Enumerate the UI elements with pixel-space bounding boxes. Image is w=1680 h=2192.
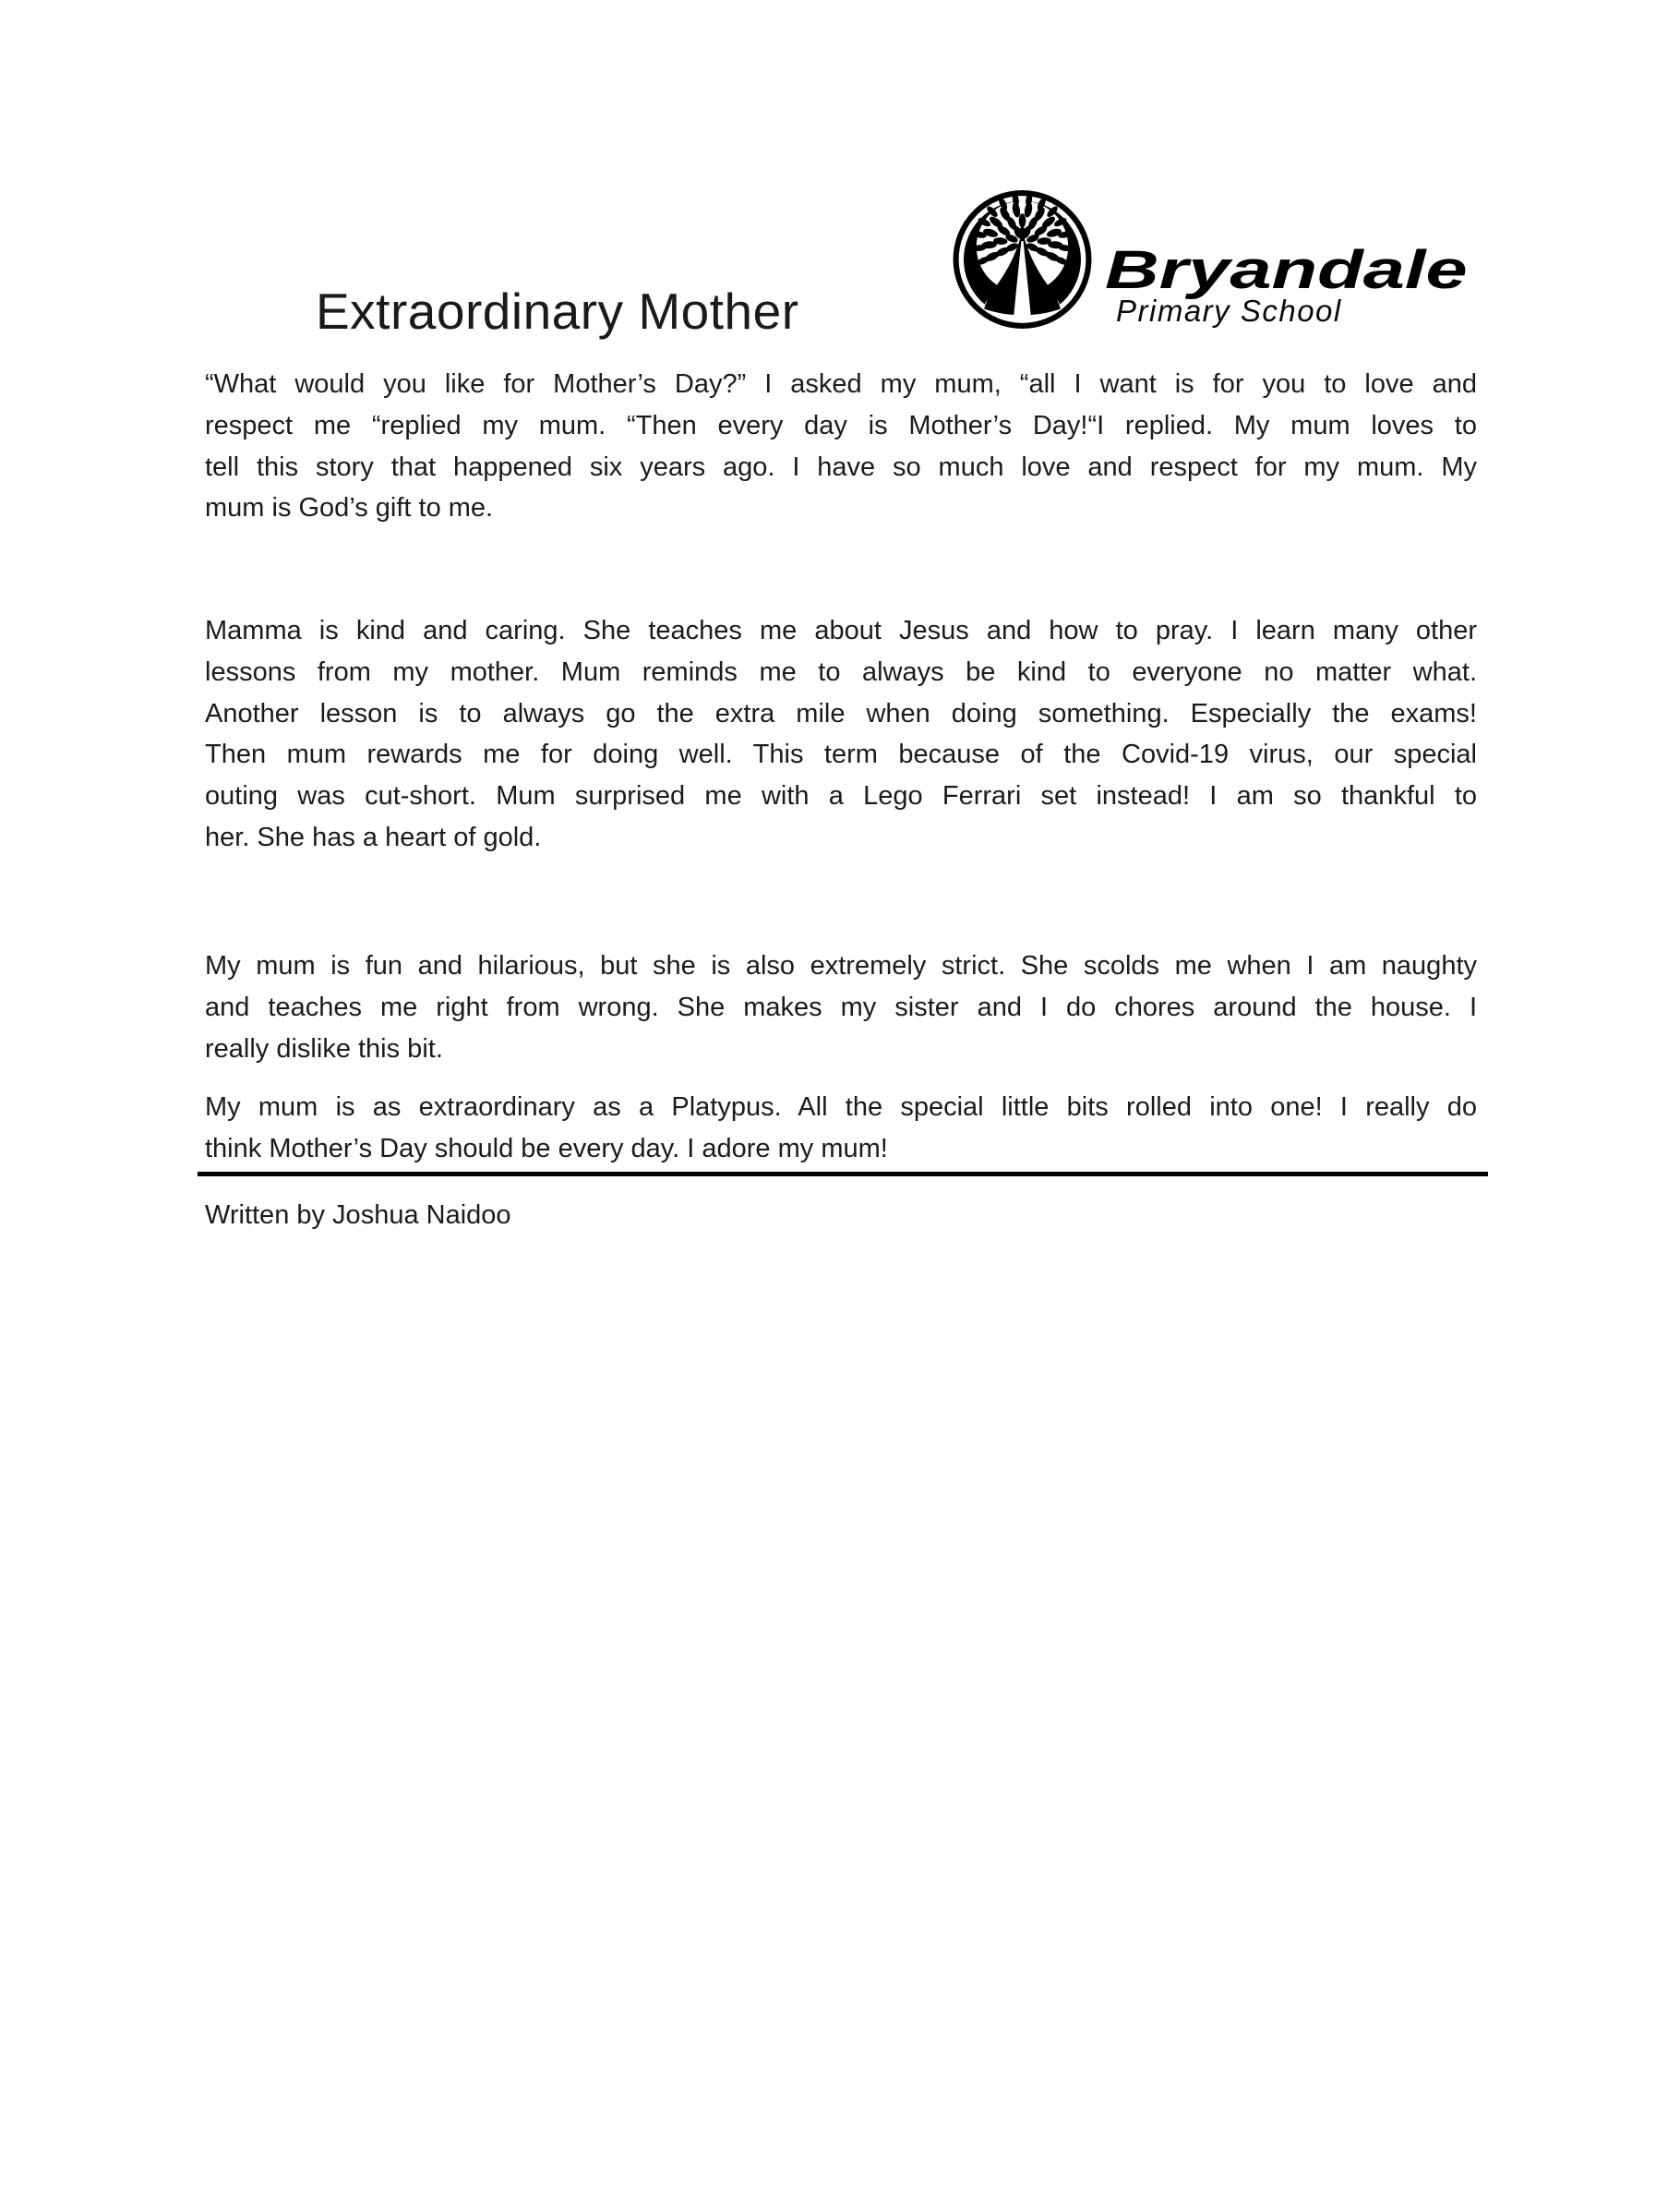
tree-logo-icon xyxy=(952,187,1093,332)
essay-line: Mamma is kind and caring. She teaches me about Jesus and how to pray. I learn many other xyxy=(205,616,1477,645)
essay-line: respect me “replied my mum. “Then every day is Mother’s Day!“I replied. My mum loves to xyxy=(205,410,1477,440)
byline: Written by Joshua Naidoo xyxy=(205,1200,511,1230)
essay-line: think Mother’s Day should be every day. I adore my mum! xyxy=(205,1133,888,1163)
essay-line: tell this story that happened six years ago. I have so much love and respect for my mum. My xyxy=(205,452,1477,482)
essay-line: “What would you like for Mother’s Day?” I asked my mum, “all I want is for you to love and xyxy=(205,369,1477,399)
essay-line: really dislike this bit. xyxy=(205,1033,443,1064)
divider-rule xyxy=(198,1172,1488,1176)
essay-line: mum is God’s gift to me. xyxy=(205,493,494,524)
essay-line: Then mum rewards me for doing well. This term because of the Covid-19 virus, our special xyxy=(205,740,1477,770)
essay-line: and teaches me right from wrong. She makes my sister and I do chores around the house. I xyxy=(205,992,1477,1022)
essay-line: Another lesson is to always go the extra mile when doing something. Especially the exams! xyxy=(205,698,1477,729)
essay-line: lessons from my mother. Mum reminds me to always be kind to everyone no matter what. xyxy=(205,656,1477,687)
essay-title: Extraordinary Mother xyxy=(316,283,799,340)
essay-paragraph-4 xyxy=(205,1087,1477,1170)
essay-paragraph-3 xyxy=(205,945,1477,1069)
essay-line: My mum is fun and hilarious, but she is also extremely strict. She scolds me when I am naughty xyxy=(205,951,1477,981)
school-subtitle: Primary School xyxy=(1116,294,1342,328)
essay-line: outing was cut-short. Mum surprised me with a Lego Ferrari set instead! I am so thankful to xyxy=(205,781,1477,812)
essay-paragraph-1 xyxy=(205,364,1477,529)
school-name: Bryandale xyxy=(1105,240,1468,300)
essay-line: her. She has a heart of gold. xyxy=(205,822,542,852)
essay-line: My mum is as extraordinary as a Platypus. All the special little bits rolled into one! I really do xyxy=(205,1092,1477,1122)
essay-paragraph-2 xyxy=(205,610,1477,859)
